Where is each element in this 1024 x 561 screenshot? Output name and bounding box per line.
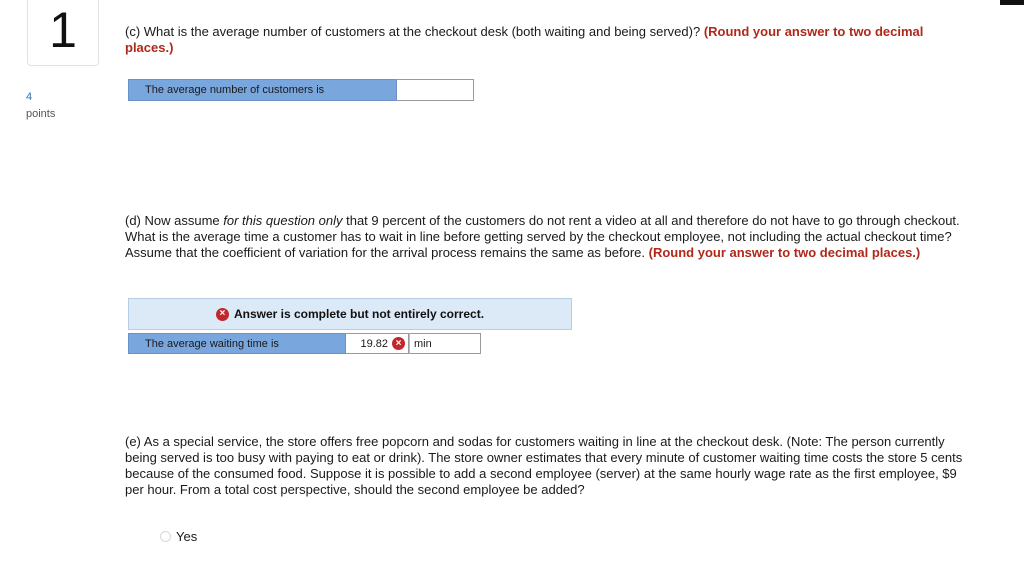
part-e-prompt: (e) As a special service, the store offers free popcorn and sodas for customers waiting in line at the checkout desk. (Note: The person currently being served is too busy with paying to eat or drink). The store owner estimates that every minute of customer waiting time costs the store 5 cents because of the consumed food. Suppose it is possible to add a second employee (server) at the same hourly wage rate as the first employee, $9 per hour. From a total cost perspective, should the second employee be added? (125, 434, 963, 497)
part-d-text-start: (d) Now assume (125, 213, 224, 228)
incorrect-icon: × (392, 337, 405, 350)
part-c-answer-row (128, 79, 474, 101)
part-c-answer-input[interactable] (397, 79, 474, 101)
part-d-answer-unit: min (409, 333, 481, 354)
part-d-text-end: that 9 percent of the customers do not rent a video at all and therefore do not have to go through checkout. What is the average time a customer has to wait in line before getting served by the checkout employee, not including the actual checkout time? Assume that the coefficient of variation for the arrival process remains the same as before. (125, 213, 960, 260)
part-d-italic-text: for this question only (223, 213, 343, 228)
window-edge-mark (1000, 0, 1024, 5)
part-d-answer-label: The average waiting time is (128, 333, 346, 354)
part-d-answer-row (128, 333, 481, 354)
option-yes[interactable] (160, 529, 197, 544)
points-value: 4 (26, 91, 33, 103)
question-number: 1 (27, 0, 99, 66)
part-d-round-note: (Round your answer to two decimal places.) (648, 245, 921, 260)
result-message: Answer is complete but not entirely correct. (233, 307, 485, 321)
result-banner (128, 298, 572, 330)
part-c-prompt (125, 24, 975, 56)
option-yes-label: Yes (176, 529, 198, 544)
points-label: points (26, 108, 56, 120)
incorrect-icon: × (216, 308, 229, 321)
part-d-answer-input[interactable] (346, 333, 409, 354)
part-d-prompt (125, 213, 970, 261)
part-c-answer-label: The average number of customers is (128, 79, 397, 101)
part-c-text: (c) What is the average number of customers at the checkout desk (both waiting and being served)? (125, 24, 701, 39)
part-d-answer-value: 19.82 (360, 337, 388, 350)
radio-button[interactable] (160, 531, 171, 542)
part-c-round-note: (Round your answer to two decimal places.) (125, 24, 924, 55)
